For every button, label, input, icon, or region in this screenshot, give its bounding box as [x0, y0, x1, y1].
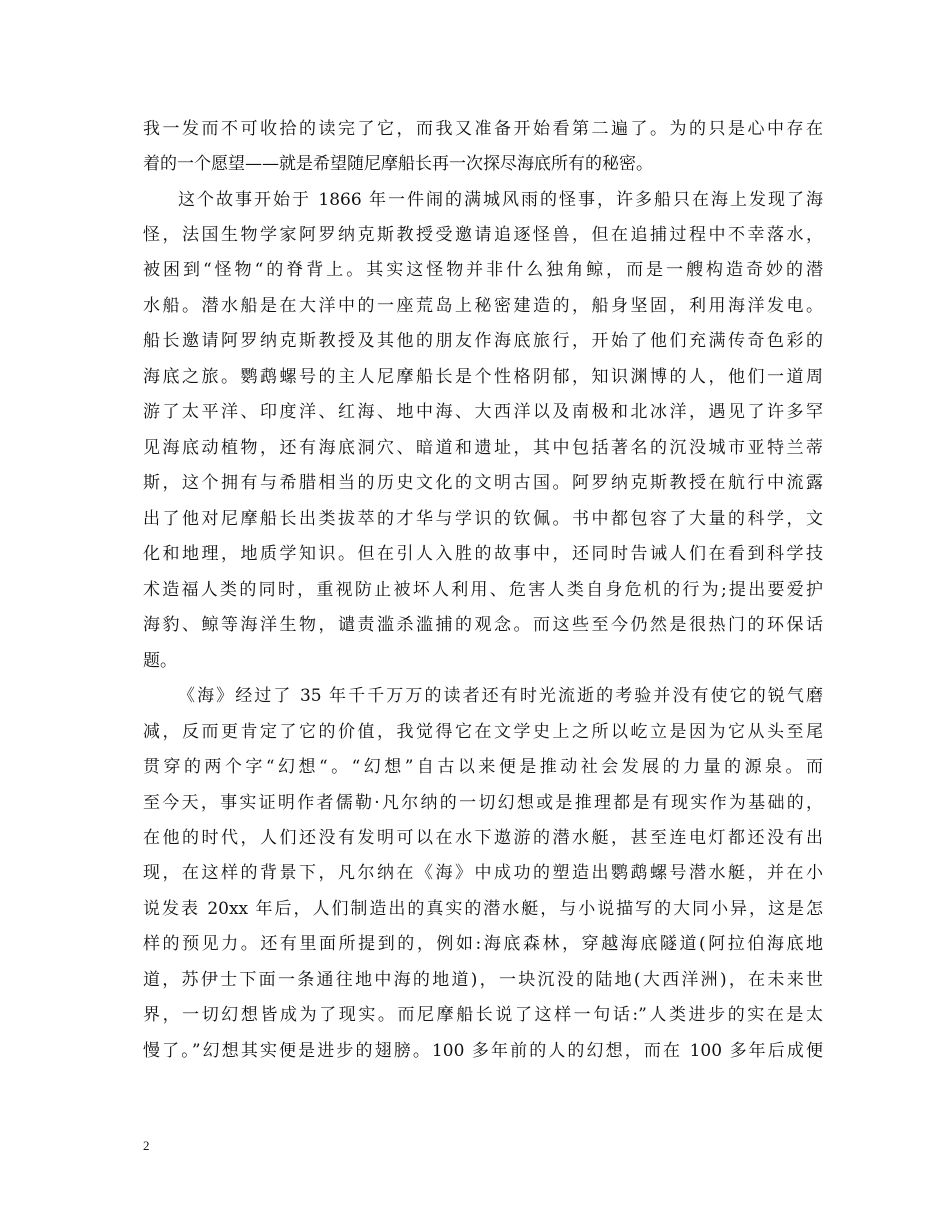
paragraph-line: 说发表 20xx 年后，人们制造出的真实的潜水艇，与小说描写的大同小异，这是怎 [143, 899, 823, 919]
paragraph-line: 船长邀请阿罗纳克斯教授及其他的朋友作海底旅行，开始了他们充满传奇色彩的 [143, 331, 823, 351]
paragraph-line: 出了他对尼摩船长出类拔萃的才华与学识的钦佩。书中都包容了大量的科学，文 [143, 509, 823, 529]
paragraph-line: 在他的时代，人们还没有发明可以在水下遨游的潜水艇，甚至连电灯都还没有出 [143, 828, 823, 848]
paragraph-line: 被困到“怪物“的脊背上。其实这怪物并非什么独角鲸，而是一艘构造奇妙的潜 [143, 260, 823, 280]
paragraph-line: 海豹、鲸等海洋生物，谴责滥杀滥捕的观念。而这些至今仍然是很热门的环保话 [143, 615, 823, 635]
paragraph-line: 慢了。”幻想其实便是进步的翅膀。100 多年前的人的幻想，而在 100 多年后成便 [143, 1041, 823, 1061]
paragraph-line: 至今天，事实证明作者儒勒·凡尔纳的一切幻想或是推理都是有现实作为基础的， [143, 793, 823, 813]
paragraph-line: 《海》经过了 35 年千千万万的读者还有时光流逝的考验并没有使它的锐气磨 [178, 686, 823, 706]
paragraph-line: 游了太平洋、印度洋、红海、地中海、大西洋以及南极和北冰洋，遇见了许多罕 [143, 402, 823, 422]
paragraph-line: 海底之旅。鹦鹉螺号的主人尼摩船长是个性格阴郁，知识渊博的人，他们一道周 [143, 367, 823, 387]
paragraph-line: 我一发而不可收拾的读完了它，而我又准备开始看第二遍了。为的只是心中存在 [143, 119, 823, 139]
paragraph-line: 题。 [143, 651, 177, 671]
paragraph-line: 贯穿的两个字“幻想“。“幻想”自古以来便是推动社会发展的力量的源泉。而 [143, 757, 823, 777]
paragraph-line: 怪，法国生物学家阿罗纳克斯教授受邀请追逐怪兽，但在追捕过程中不幸落水， [143, 225, 823, 245]
paragraph-line: 道，苏伊士下面一条通往地中海的地道)，一块沉没的陆地(大西洋洲)，在未来世 [143, 970, 823, 990]
paragraph-line: 见海底动植物，还有海底洞穴、暗道和遗址，其中包括著名的沉没城市亚特兰蒂 [143, 438, 823, 458]
paragraph-line: 样的预见力。还有里面所提到的，例如:海底森林，穿越海底隧道(阿拉伯海底地 [143, 934, 823, 954]
paragraph-line: 化和地理，地质学知识。但在引人入胜的故事中，还同时告诫人们在看到科学技 [143, 544, 823, 564]
paragraph-line: 着的一个愿望——就是希望随尼摩船长再一次探尽海底所有的秘密。 [143, 154, 653, 174]
paragraph-line: 斯，这个拥有与希腊相当的历史文化的文明古国。阿罗纳克斯教授在航行中流露 [143, 473, 823, 493]
paragraph-line: 现，在这样的背景下，凡尔纳在《海》中成功的塑造出鹦鹉螺号潜水艇，并在小 [143, 863, 823, 883]
paragraph-line: 界，一切幻想皆成为了现实。而尼摩船长说了这样一句话:”人类进步的实在是太 [143, 1005, 823, 1025]
paragraph-line: 这个故事开始于 1866 年一件闹的满城风雨的怪事，许多船只在海上发现了海 [178, 190, 823, 210]
paragraph-line: 减，反而更肯定了它的价值，我觉得它在文学史上之所以屹立是因为它从头至尾 [143, 722, 823, 742]
paragraph-line: 术造福人类的同时，重视防止被坏人利用、危害人类自身危机的行为;提出要爱护 [143, 580, 823, 600]
page-number: 2 [143, 1138, 150, 1153]
paragraph-line: 水船。潜水船是在大洋中的一座荒岛上秘密建造的，船身坚固，利用海洋发电。 [143, 296, 823, 316]
